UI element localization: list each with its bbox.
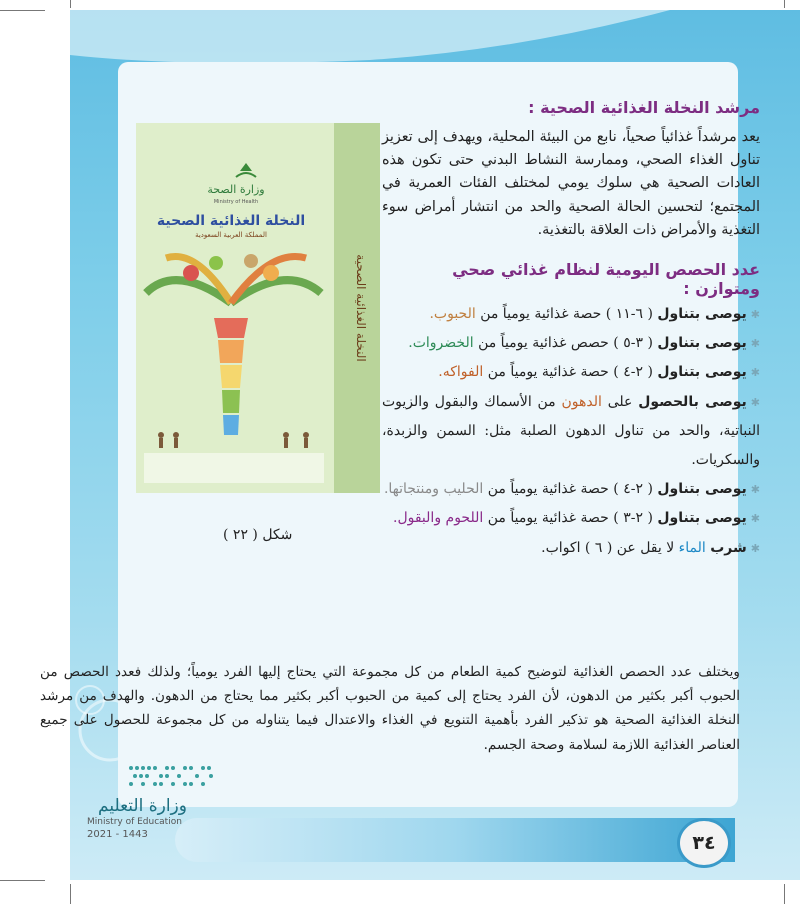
cover-ministry: وزارة الصحة: [207, 183, 265, 196]
list-item: [382, 534, 760, 563]
rec-verb: يوصى بتناول: [657, 335, 747, 352]
list-item: [382, 475, 760, 504]
star-icon: ✱: [750, 337, 760, 351]
list-item: [382, 300, 760, 329]
rec-text: ( ٢-٣ ) حصة غذائية يومياً من: [487, 510, 653, 527]
footer-bar: [175, 818, 735, 862]
rec-food: الحبوب.: [429, 306, 476, 322]
ministry-name-en: Ministry of Education: [87, 817, 182, 827]
list-item: [382, 504, 760, 533]
rec-food: الحليب ومنتجاتها.: [383, 481, 484, 498]
rec-food: الماء: [678, 539, 706, 556]
servings-list: [382, 300, 760, 563]
cover-ministry-en: Ministry of Health: [213, 199, 259, 205]
closing-paragraph: ويختلف عدد الحصص الغذائية لتوضيح كمية الطعام من كل مجموعة التي يحتاج إليها الفرد يومياً؛ ولذلك فعدد الحصص من الحبوب أكبر بكثير من الدهون، لأن الفرد يحتاج إلى كمية من الحبوب أكبر بكثير مما يحتاج من الدهون. والهدف من مرشد النخلة الغذائية الصحية هو تذكير الفرد بأهمية التنويع في الغذاء والاعتدال فيما يتناوله من كل مجموعة للحصول على جميع العناصر الغذائية اللازمة لسلامة وصحة الجسم.: [40, 664, 740, 753]
crop-mark: [784, 884, 785, 904]
crop-mark: [70, 884, 71, 904]
rec-verb: شرب: [710, 539, 747, 556]
intro-paragraph: يعد مرشداً غذائياً صحياً، نابع من البيئة المحلية، ويهدف إلى تعزيز تناول الغذاء الصحي، وممارسة النشاط البدني حتى تكون هذه العادات الصحية هي سلوك يومي لمختلف الفئات العمرية في المجتمع؛ لتحسين الحالة الصحية والحد من انتشار أمراض سوء التغذية والأمراض ذات العلاقة بالتغذية.: [382, 129, 760, 238]
crop-mark: [784, 0, 785, 8]
section-heading: مرشد النخلة الغذائية الصحية :: [528, 98, 760, 117]
list-item: [382, 358, 760, 387]
star-icon: ✱: [750, 308, 760, 321]
star-icon: ✱: [750, 483, 760, 497]
star-icon: ✱: [750, 512, 760, 526]
cover-subtitle: المملكة العربية السعودية: [195, 231, 267, 239]
star-icon: ✱: [750, 541, 760, 555]
rec-text: لا يقل عن ( ٦ ) اكواب.: [541, 539, 675, 556]
rec-verb: يوصى بتناول: [657, 481, 747, 498]
rec-text: على: [607, 393, 633, 410]
cover-title: النخلة الغذائية الصحية: [156, 213, 306, 229]
ministry-of-education-logo: [127, 762, 215, 790]
rec-verb: يوصى بالحصول: [638, 393, 747, 410]
rec-food: الخضروات.: [408, 335, 474, 352]
servings-heading: عدد الحصص اليومية لنظام غذائي صحي ومتوازن :: [452, 260, 760, 298]
ministry-name-ar: وزارة التعليم: [98, 796, 187, 816]
rec-food: اللحوم والبقول.: [393, 510, 484, 527]
rec-text: ( ٣-٥ ) حصص غذائية يومياً من: [478, 335, 653, 352]
list-item: [382, 329, 760, 358]
rec-text: من الأسماك والبقول والزيوت النباتية، والحد من تناول الدهون الصلبة مثل: السمن والزبدة، والسكريات.: [382, 393, 760, 469]
rec-food: الدهون: [561, 393, 602, 410]
figure-caption: شكل ( ٢٢ ): [223, 527, 293, 543]
crop-mark: [0, 10, 45, 11]
list-item: [382, 388, 760, 476]
academic-year: 2021 - 1443: [87, 829, 148, 840]
page-number: ٣٤: [677, 818, 731, 868]
rec-verb: يوصى بتناول: [657, 306, 747, 322]
crop-mark: [70, 0, 71, 8]
cover-spine-title: النخلة الغذائية الصحية: [354, 254, 368, 362]
rec-text: ( ٢-٤ ) حصة غذائية يومياً من: [487, 364, 653, 381]
rec-food: الفواكه.: [438, 364, 484, 381]
rec-text: ( ٢-٤ ) حصة غذائية يومياً من: [487, 481, 653, 498]
rec-verb: يوصى بتناول: [657, 364, 747, 381]
rec-text: ( ٦-١١ ) حصة غذائية يومياً من: [480, 306, 653, 322]
palm-guide-cover: [136, 123, 380, 493]
crop-mark: [0, 880, 45, 881]
star-icon: ✱: [750, 366, 760, 380]
rec-verb: يوصى بتناول: [657, 510, 747, 527]
star-icon: ✱: [750, 395, 761, 409]
